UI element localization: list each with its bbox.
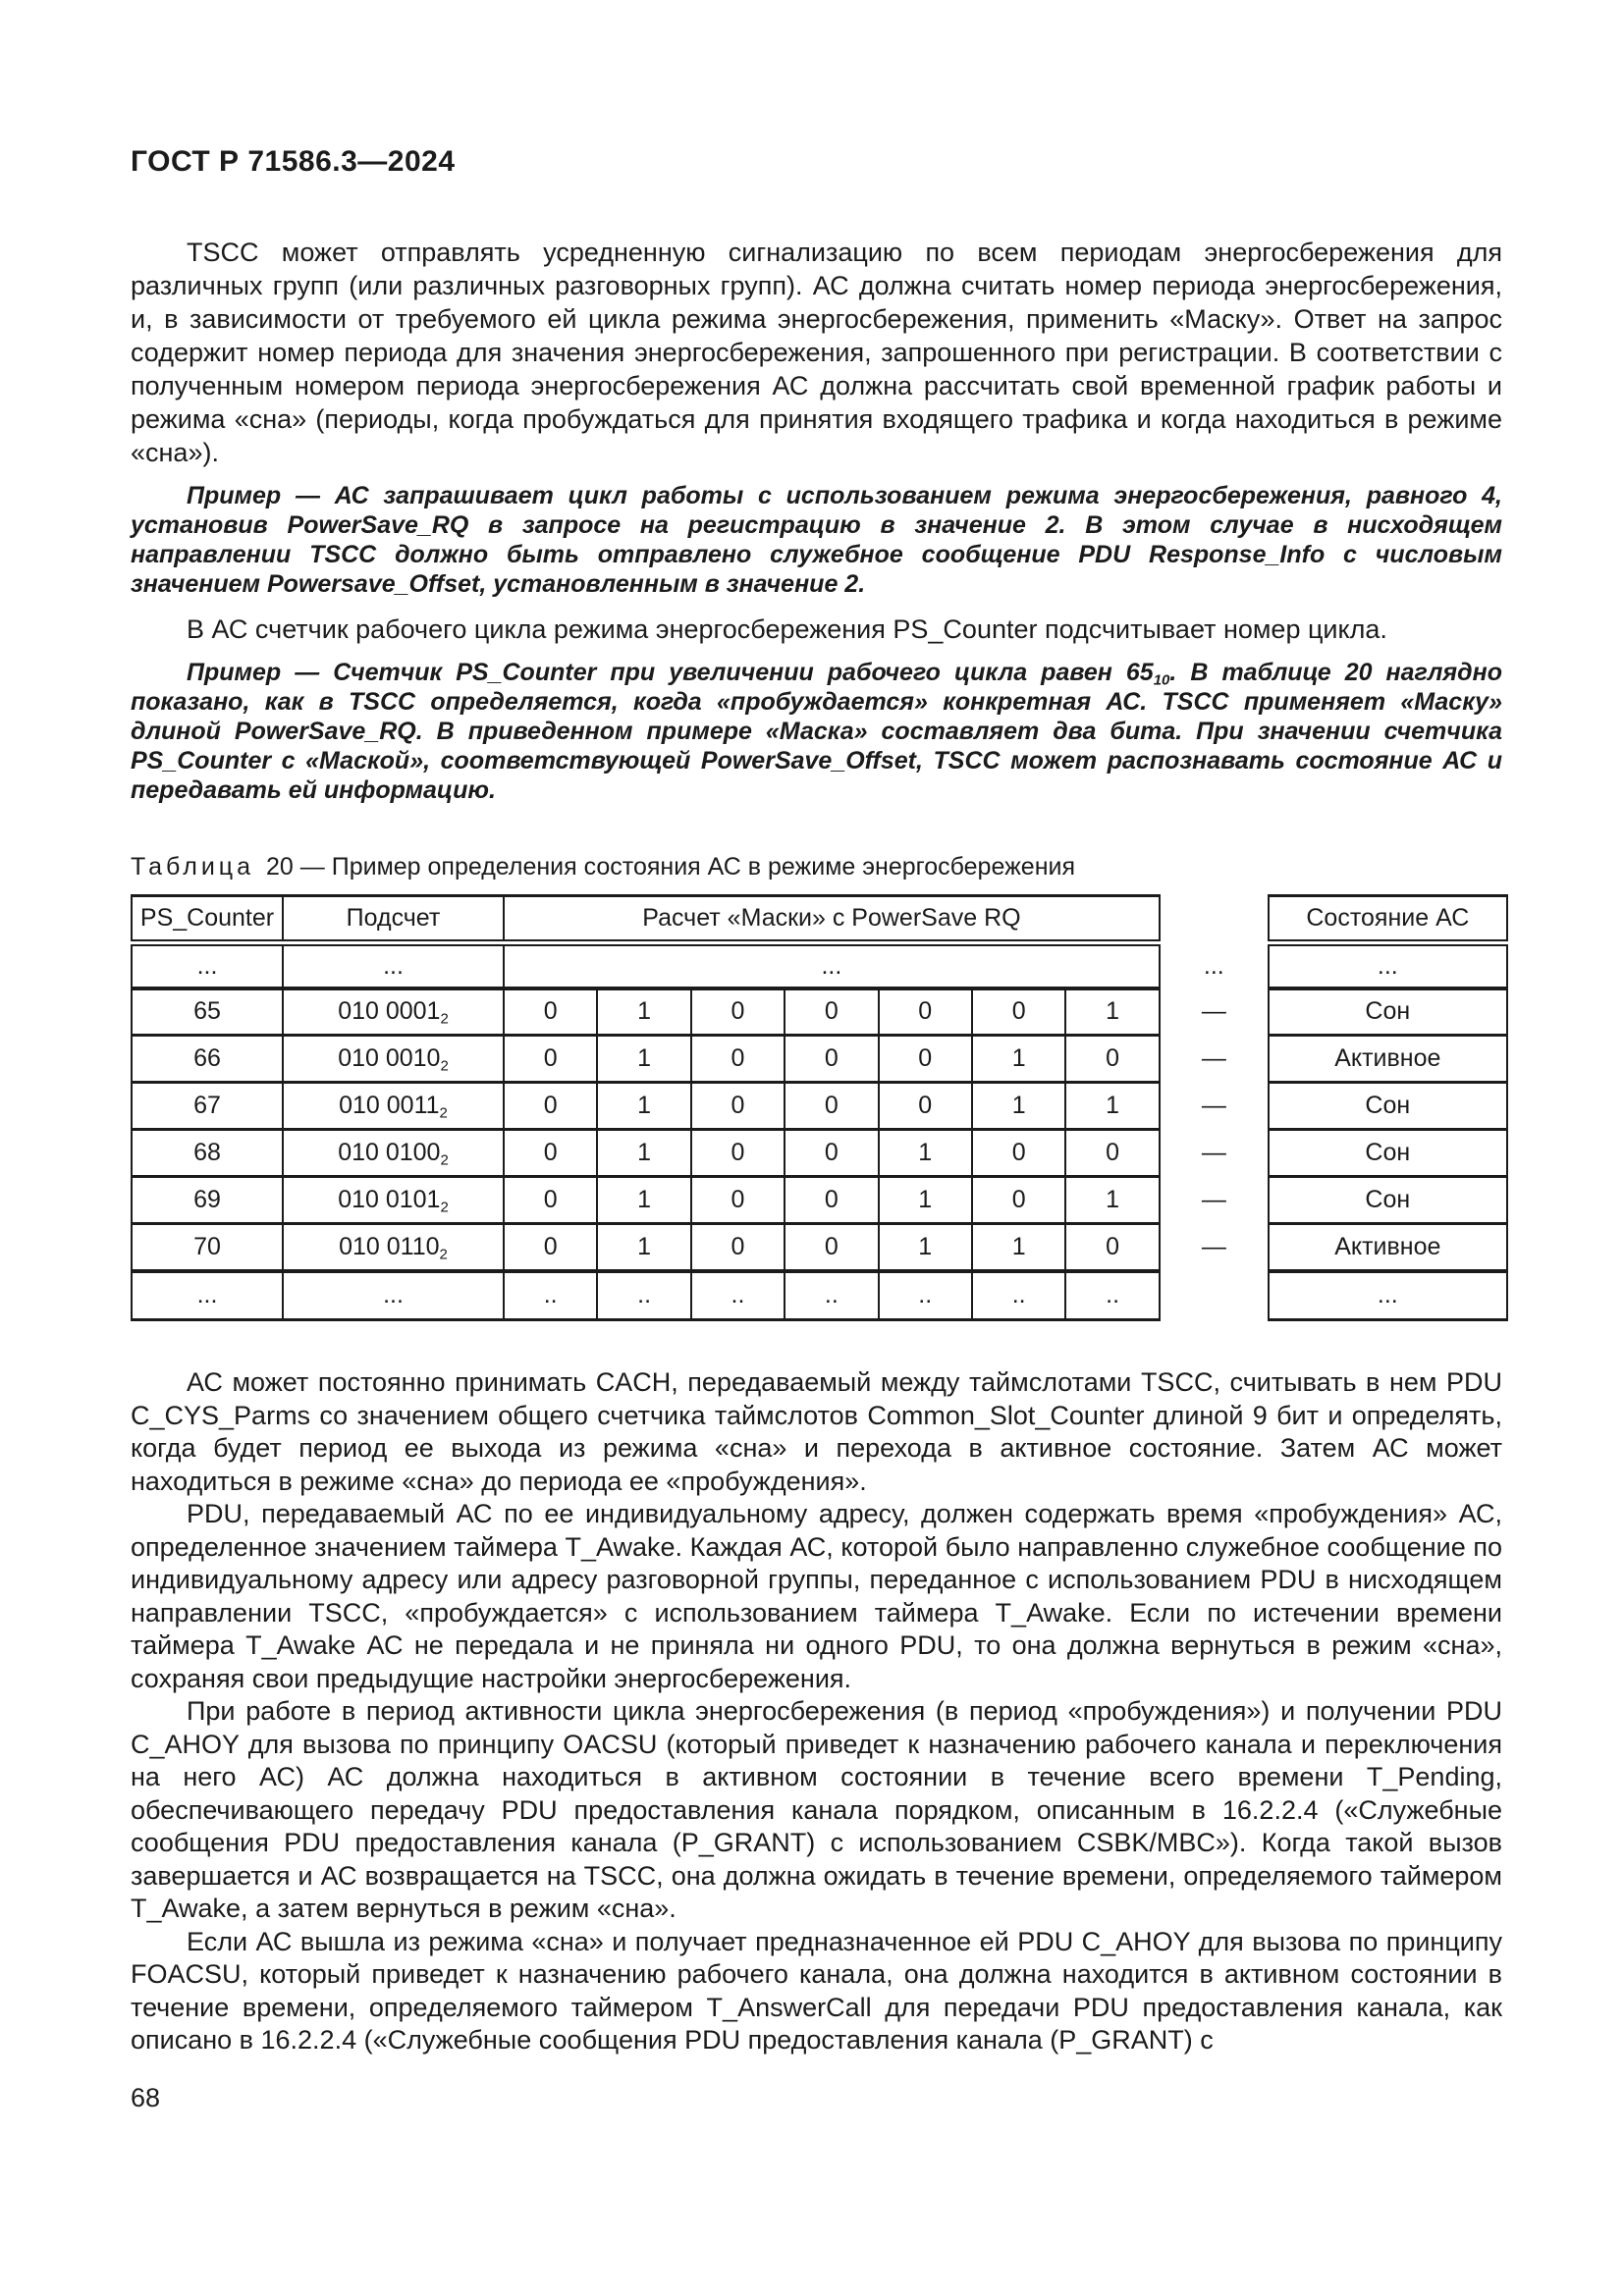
connector-row bbox=[1162, 1036, 1267, 1083]
state-cell: Активное bbox=[1269, 1224, 1507, 1271]
mask-bit-cell: 0 bbox=[691, 1130, 785, 1177]
mask-table-row bbox=[132, 1036, 1160, 1083]
mask-table-body bbox=[132, 943, 1160, 1320]
mask-bit-cell: 0 bbox=[504, 988, 597, 1036]
connector-dash-cell: — bbox=[1201, 1232, 1226, 1260]
mask-bit-cell: 0 bbox=[691, 988, 785, 1036]
connector-dash-cell: — bbox=[1201, 1139, 1226, 1166]
mask-bits-cell: ... bbox=[504, 943, 1160, 988]
column-header-mask-calc: Расчет «Маски» с PowerSave RQ bbox=[504, 896, 1160, 943]
connector-row bbox=[1162, 988, 1267, 1036]
example-2-text-start: Пример — Счетчик PS_Counter при увеличении рабочего цикла равен 65 bbox=[187, 659, 1154, 686]
mask-bit-cell: .. bbox=[1065, 1271, 1159, 1320]
mask-bit-cell: 1 bbox=[597, 1130, 690, 1177]
state-cell: ... bbox=[1269, 943, 1507, 988]
mask-bit-cell: 0 bbox=[504, 1036, 597, 1083]
table-caption-word: Таблица bbox=[131, 853, 255, 881]
mask-bit-cell: 0 bbox=[504, 1083, 597, 1130]
mask-bit-cell: 0 bbox=[972, 1130, 1065, 1177]
table-caption bbox=[131, 852, 1502, 881]
mask-bit-cell: 0 bbox=[691, 1083, 785, 1130]
mask-bit-cell: 0 bbox=[1065, 1224, 1159, 1271]
mask-bit-cell: .. bbox=[972, 1271, 1065, 1320]
mask-table-row bbox=[132, 988, 1160, 1036]
connector-dash-cell: ... bbox=[1203, 951, 1224, 980]
column-header-podschet: Подсчет bbox=[283, 896, 504, 943]
connector-row bbox=[1162, 1224, 1267, 1271]
connector-header-cell bbox=[1162, 896, 1267, 943]
ps-counter-cell: 66 bbox=[132, 1036, 283, 1083]
connector-column bbox=[1161, 894, 1268, 1321]
state-cell: ... bbox=[1269, 1271, 1507, 1320]
mask-bit-cell: 1 bbox=[972, 1083, 1065, 1130]
paragraph-tscc-signaling: TSCC может отправлять усредненную сигнализацию по всем периодам энергосбережения для различных групп (или различных разговорных групп). АС должна считать номер периода энергосбережения, и, в зависимости от требуемого ей цикла режима энергосбережения, применить «Маску». Ответ на запрос содержит номер периода для значения энергосбережения, запрошенного при регистрации. В соответствии с полученным номером периода энергосбережения АС должна рассчитать свой временной график работы и режима «сна» (периоды, когда пробуждаться для принятия входящего трафика и когда находиться в режиме «сна»). bbox=[131, 238, 1502, 467]
mask-bit-cell: 1 bbox=[597, 1224, 690, 1271]
mask-bit-cell: 0 bbox=[785, 1083, 878, 1130]
connector-header-row bbox=[1162, 896, 1267, 943]
mask-table-row bbox=[132, 1224, 1160, 1271]
body-text-block bbox=[131, 1366, 1502, 2057]
mask-bit-cell: 1 bbox=[597, 1083, 690, 1130]
mask-bit-cell: 0 bbox=[785, 988, 878, 1036]
binary-count-cell: 010 $0100_2$ bbox=[283, 1130, 504, 1177]
paragraph-foacsu: Если АС вышла из режима «сна» и получает предназначенное ей PDU C_AHOY для вызова по принципу FOACSU, который приведет к назначению рабочего канала, она должна находится в активном состоянии в течение времени, определяемого таймером T_AnswerCall для передачи PDU предоставления канала, как описано в 16.2.2.4 («Служебные сообщения PDU предоставления канала (P_GRANT) с bbox=[131, 1926, 1502, 2055]
example-paragraph-1: Пример — АС запрашивает цикл работы с использованием режима энергосбережения, равного 4, установив PowerSave_RQ в запросе на регистрацию в значение 2. В этом случае в нисходящем направлении TSCC должно быть отправлено служебное сообщение PDU Response_Info с числовым значением Powersave_Offset, установленным в значение 2. bbox=[131, 482, 1502, 598]
state-table-row bbox=[1269, 943, 1507, 988]
paragraph-oacsu: При работе в период активности цикла энергосбережения (в период «пробуждения») и получении PDU C_AHOY для вызова по принципу OACSU (который приведет к назначению рабочего канала и переключения на него АС) АС должна находиться в активном состоянии в течение всего времени T_Pending, обеспечивающего передачу PDU предоставления канала порядком, описанным в 16.2.2.4 («Служебные сообщения PDU предоставления канала (P_GRANT) с использованием CSBK/MBC»). Когда такой вызов завершается и АС возвращается на TSCC, она должна ожидать в течение времени, определяемого таймером T_Awake, а затем вернуться в режим «сна». bbox=[131, 1696, 1502, 1923]
mask-table-row bbox=[132, 943, 1160, 988]
mask-bit-cell: 1 bbox=[879, 1224, 972, 1271]
binary-count-cell: ... bbox=[283, 943, 504, 988]
state-cell: Сон bbox=[1269, 1177, 1507, 1224]
state-cell: Сон bbox=[1269, 988, 1507, 1036]
state-table-header-row bbox=[1269, 896, 1507, 943]
ps-counter-cell: 65 bbox=[132, 988, 283, 1036]
mask-table-row bbox=[132, 1083, 1160, 1130]
paragraph-ps-counter: В АС счетчик рабочего цикла режима энергосбережения PS_Counter подсчитывает номер цикла. bbox=[187, 614, 1387, 644]
mask-table-row bbox=[132, 1177, 1160, 1224]
paragraph-cach: АС может постоянно принимать CACH, передаваемый между таймслотами TSCC, считывать в нем PDU C_CYS_Parms со значением общего счетчика таймслотов Common_Slot_Counter длиной 9 бит и определять, когда будет период ее выхода из режима «сна» и перехода в активное состояние. Затем АС может находиться в режиме «сна» до периода ее «пробуждения». bbox=[131, 1367, 1502, 1496]
mask-bit-cell: .. bbox=[504, 1271, 597, 1320]
mask-bit-cell: 0 bbox=[504, 1130, 597, 1177]
column-header-state: Состояние АС bbox=[1269, 896, 1507, 943]
mask-bit-cell: 1 bbox=[1065, 1083, 1159, 1130]
mask-bit-cell: 0 bbox=[972, 1177, 1065, 1224]
state-cell: Сон bbox=[1269, 1130, 1507, 1177]
table-20-zone bbox=[131, 894, 1502, 1321]
mask-bit-cell: 0 bbox=[785, 1224, 878, 1271]
state-table bbox=[1268, 894, 1508, 1321]
ps-counter-cell: ... bbox=[132, 943, 283, 988]
mask-bit-cell: 0 bbox=[1065, 1130, 1159, 1177]
example-2-text-end: . В таблице 20 наглядно показано, как в TSCC определяется, когда «пробуждается» конкретная АС. TSCC применяет «Маску» длиной PowerSave_RQ. В приведенном примере «Маска» составляет два бита. При значении счетчика PS_Counter с «Маской», соответствующей PowerSave_Offset, TSCC может распознавать состояние АС и передавать ей информацию. bbox=[131, 659, 1502, 804]
connector-row bbox=[1162, 1271, 1267, 1320]
mask-bit-cell: 0 bbox=[1065, 1036, 1159, 1083]
state-table-row bbox=[1269, 1036, 1507, 1083]
connector-body bbox=[1162, 943, 1267, 1320]
state-table-row bbox=[1269, 1271, 1507, 1320]
mask-bit-cell: .. bbox=[691, 1271, 785, 1320]
mask-bit-cell: .. bbox=[785, 1271, 878, 1320]
ps-counter-cell: 70 bbox=[132, 1224, 283, 1271]
state-table-row bbox=[1269, 1177, 1507, 1224]
mask-bit-cell: 0 bbox=[691, 1224, 785, 1271]
mask-bit-cell: 1 bbox=[879, 1177, 972, 1224]
page-content bbox=[131, 0, 1502, 2057]
ps-counter-cell: 67 bbox=[132, 1083, 283, 1130]
example-paragraph-2 bbox=[131, 658, 1502, 805]
ps-counter-cell: ... bbox=[132, 1271, 283, 1320]
mask-calculation-table bbox=[131, 894, 1161, 1321]
paragraph-pdu-awake: PDU, передаваемый АС по ее индивидуальному адресу, должен содержать время «пробуждения» АС, определенное значением таймера T_Awake. Каждая АС, которой было направленно служебное сообщение по индивидуальному адресу или адресу разговорной группы, переданное с использованием PDU в нисходящем направлении TSCC, «пробуждается» с использованием таймера T_Awake. Если по истечении времени таймера T_Awake АС не передала и не приняла ни одного PDU, то она должна вернуться в режим «сна», сохраняя свои предыдущие настройки энергосбережения. bbox=[131, 1499, 1502, 1693]
mask-bit-cell: .. bbox=[879, 1271, 972, 1320]
binary-count-cell: 010 $0110_2$ bbox=[283, 1224, 504, 1271]
connector-row bbox=[1162, 1130, 1267, 1177]
connector-row bbox=[1162, 943, 1267, 988]
binary-count-cell: 010 $0101_2$ bbox=[283, 1177, 504, 1224]
mask-bit-cell: 1 bbox=[1065, 1177, 1159, 1224]
state-cell: Сон bbox=[1269, 1083, 1507, 1130]
mask-bit-cell: 1 bbox=[597, 1036, 690, 1083]
connector-dash-cell: — bbox=[1201, 1044, 1226, 1072]
mask-bit-cell: 0 bbox=[504, 1224, 597, 1271]
mask-bit-cell: 1 bbox=[1065, 988, 1159, 1036]
mask-bit-cell: 1 bbox=[597, 988, 690, 1036]
standard-code-header: ГОСТ Р 71586.3—2024 bbox=[131, 145, 456, 178]
connector-row bbox=[1162, 1083, 1267, 1130]
table-caption-title: 20 — Пример определения состояния АС в режиме энергосбережения bbox=[266, 853, 1076, 881]
state-table-row bbox=[1269, 988, 1507, 1036]
state-table-row bbox=[1269, 1130, 1507, 1177]
mask-table-row bbox=[132, 1271, 1160, 1320]
mask-bit-cell: 0 bbox=[785, 1036, 878, 1083]
mask-table-header-row bbox=[132, 896, 1160, 943]
mask-bit-cell: 1 bbox=[972, 1224, 1065, 1271]
connector-row bbox=[1162, 1177, 1267, 1224]
mask-bit-cell: 0 bbox=[972, 988, 1065, 1036]
binary-count-cell: 010 $0010_2$ bbox=[283, 1036, 504, 1083]
column-header-ps-counter: PS_Counter bbox=[132, 896, 283, 943]
binary-count-cell: 010 $0011_2$ bbox=[283, 1083, 504, 1130]
connector-dash-cell bbox=[1162, 1271, 1267, 1320]
mask-bit-cell: .. bbox=[597, 1271, 690, 1320]
ps-counter-cell: 69 bbox=[132, 1177, 283, 1224]
mask-table-row bbox=[132, 1130, 1160, 1177]
page-number: 68 bbox=[131, 2083, 161, 2112]
connector-dash-cell: — bbox=[1201, 997, 1226, 1026]
state-table-row bbox=[1269, 1083, 1507, 1130]
subscript-base-10: 10 bbox=[1153, 671, 1170, 689]
mask-bit-cell: 1 bbox=[879, 1130, 972, 1177]
mask-bit-cell: 0 bbox=[879, 1036, 972, 1083]
mask-bit-cell: 0 bbox=[691, 1036, 785, 1083]
connector-dash-cell: — bbox=[1201, 1186, 1226, 1213]
ps-counter-cell: 68 bbox=[132, 1130, 283, 1177]
mask-bit-cell: 1 bbox=[597, 1177, 690, 1224]
state-table-body bbox=[1269, 943, 1507, 1320]
state-table-row bbox=[1269, 1224, 1507, 1271]
connector-dash-cell: — bbox=[1201, 1092, 1226, 1119]
mask-bit-cell: 0 bbox=[691, 1177, 785, 1224]
mask-bit-cell: 0 bbox=[879, 988, 972, 1036]
mask-bit-cell: 0 bbox=[879, 1083, 972, 1130]
mask-bit-cell: 0 bbox=[504, 1177, 597, 1224]
mask-bit-cell: 0 bbox=[785, 1177, 878, 1224]
state-cell: Активное bbox=[1269, 1036, 1507, 1083]
mask-bit-cell: 0 bbox=[785, 1130, 878, 1177]
binary-count-cell: ... bbox=[283, 1271, 504, 1320]
binary-count-cell: 010 $0001_2$ bbox=[283, 988, 504, 1036]
mask-bit-cell: 1 bbox=[972, 1036, 1065, 1083]
